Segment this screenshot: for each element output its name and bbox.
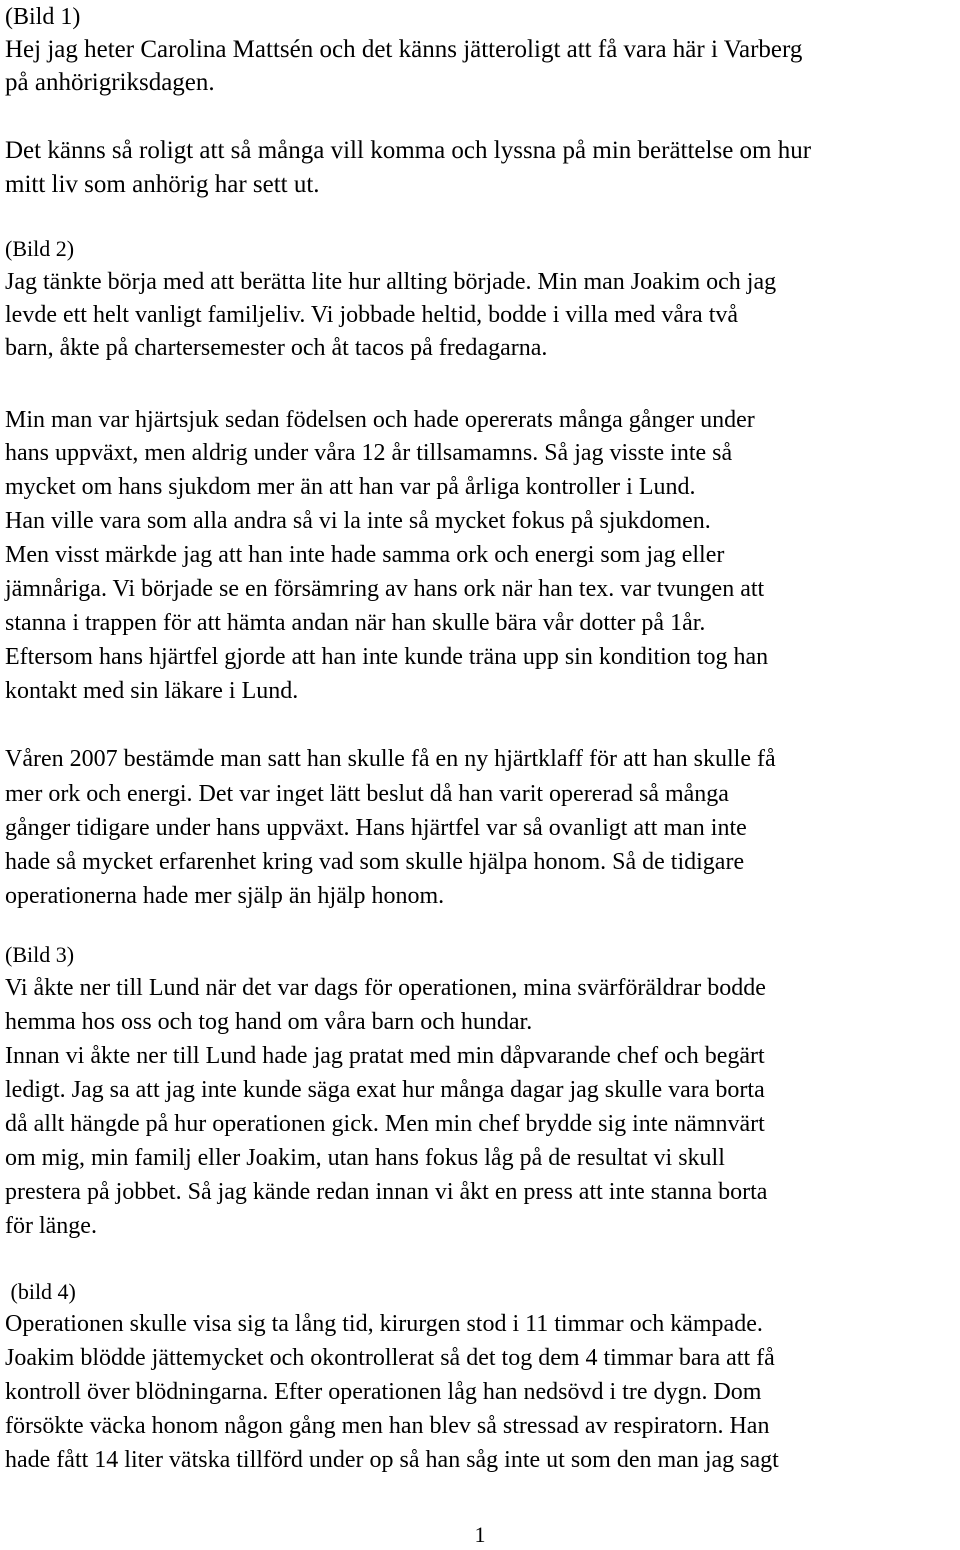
text-line: Det känns så roligt att så många vill komma och lyssna på min berättelse om hur — [5, 137, 812, 164]
text-line: ledigt. Jag sa att jag inte kunde säga exat hur många dagar jag skulle vara borta — [5, 1077, 765, 1103]
heading-bild-4: (bild 4) — [5, 1279, 76, 1304]
text-line: Han ville vara som alla andra så vi la inte så mycket fokus på sjukdomen. — [5, 508, 711, 534]
text-line: jämnåriga. Vi började se en försämring av hans ork när han tex. var tvungen att — [5, 576, 765, 602]
text-line: Innan vi åkte ner till Lund hade jag pratat med min dåpvarande chef och begärt — [5, 1043, 765, 1069]
text-line: hade fått 14 liter vätska tillförd under op så han såg inte ut som den man jag sagt — [5, 1447, 779, 1473]
text-line: hans uppväxt, men aldrig under våra 12 år tillsamamns. Så jag visste inte så — [5, 440, 733, 466]
heading-bild-3: (Bild 3) — [5, 942, 75, 967]
text-line: stanna i trappen för att hämta andan när han skulle bära vår dotter på 1år. — [5, 610, 706, 636]
text-line: Operationen skulle visa sig ta lång tid, kirurgen stod i 11 timmar och kämpade. — [5, 1311, 763, 1337]
text-line: gånger tidigare under hans uppväxt. Hans hjärtfel var så ovanligt att man inte — [5, 815, 747, 841]
text-line: Men visst märkde jag att han inte hade samma ork och energi som jag eller — [5, 542, 725, 568]
text-line: Eftersom hans hjärtfel gjorde att han inte kunde träna upp sin kondition tog han — [5, 644, 769, 670]
text-line: mycket om hans sjukdom mer än att han var på årliga kontroller i Lund. — [5, 474, 696, 500]
text-line: Hej jag heter Carolina Mattsén och det känns jätteroligt att få vara här i Varberg — [5, 36, 803, 63]
text-line: mer ork och energi. Det var inget lätt beslut då han varit opererad så många — [5, 781, 729, 807]
text-line: Våren 2007 bestämde man satt han skulle få en ny hjärtklaff för att han skulle få — [5, 746, 776, 772]
text-line: mitt liv som anhörig har sett ut. — [5, 171, 320, 198]
text-line: för länge. — [5, 1213, 97, 1239]
text-line: kontroll över blödningarna. Efter operationen låg han nedsövd i tre dygn. Dom — [5, 1379, 762, 1405]
heading-bild-1: (Bild 1) — [5, 4, 81, 30]
text-line: försökte väcka honom någon gång men han blev så stressad av respiratorn. Han — [5, 1413, 770, 1439]
text-line: om mig, min familj eller Joakim, utan hans fokus låg på de resultat vi skull — [5, 1145, 725, 1171]
text-line: kontakt med sin läkare i Lund. — [5, 678, 299, 704]
text-line: då allt hängde på hur operationen gick. Men min chef brydde sig inte nämnvärt — [5, 1111, 765, 1137]
text-line: levde ett helt vanligt familjeliv. Vi jobbade heltid, bodde i villa med våra två — [5, 302, 739, 328]
page-number: 1 — [474, 1522, 486, 1547]
text-line: Min man var hjärtsjuk sedan födelsen och hade opererats många gånger under — [5, 407, 755, 433]
text-line: barn, åkte på chartersemester och åt tacos på fredagarna. — [5, 335, 548, 361]
text-line: operationerna hade mer själp än hjälp honom. — [5, 883, 445, 909]
text-line: hade så mycket erfarenhet kring vad som skulle hjälpa honom. Så de tidigare — [5, 849, 745, 875]
text-line: hemma hos oss och tog hand om våra barn och hundar. — [5, 1009, 533, 1035]
text-line: på anhörigriksdagen. — [5, 69, 215, 96]
heading-bild-2: (Bild 2) — [5, 236, 75, 261]
text-line: prestera på jobbet. Så jag kände redan innan vi åkt en press att inte stanna borta — [5, 1179, 768, 1205]
text-line: Jag tänkte börja med att berätta lite hur allting började. Min man Joakim och jag — [5, 269, 777, 295]
text-line: Joakim blödde jättemycket och okontrollerat så det tog dem 4 timmar bara att få — [5, 1345, 775, 1371]
text-line: Vi åkte ner till Lund när det var dags för operationen, mina svärföräldrar bodde — [5, 975, 766, 1001]
